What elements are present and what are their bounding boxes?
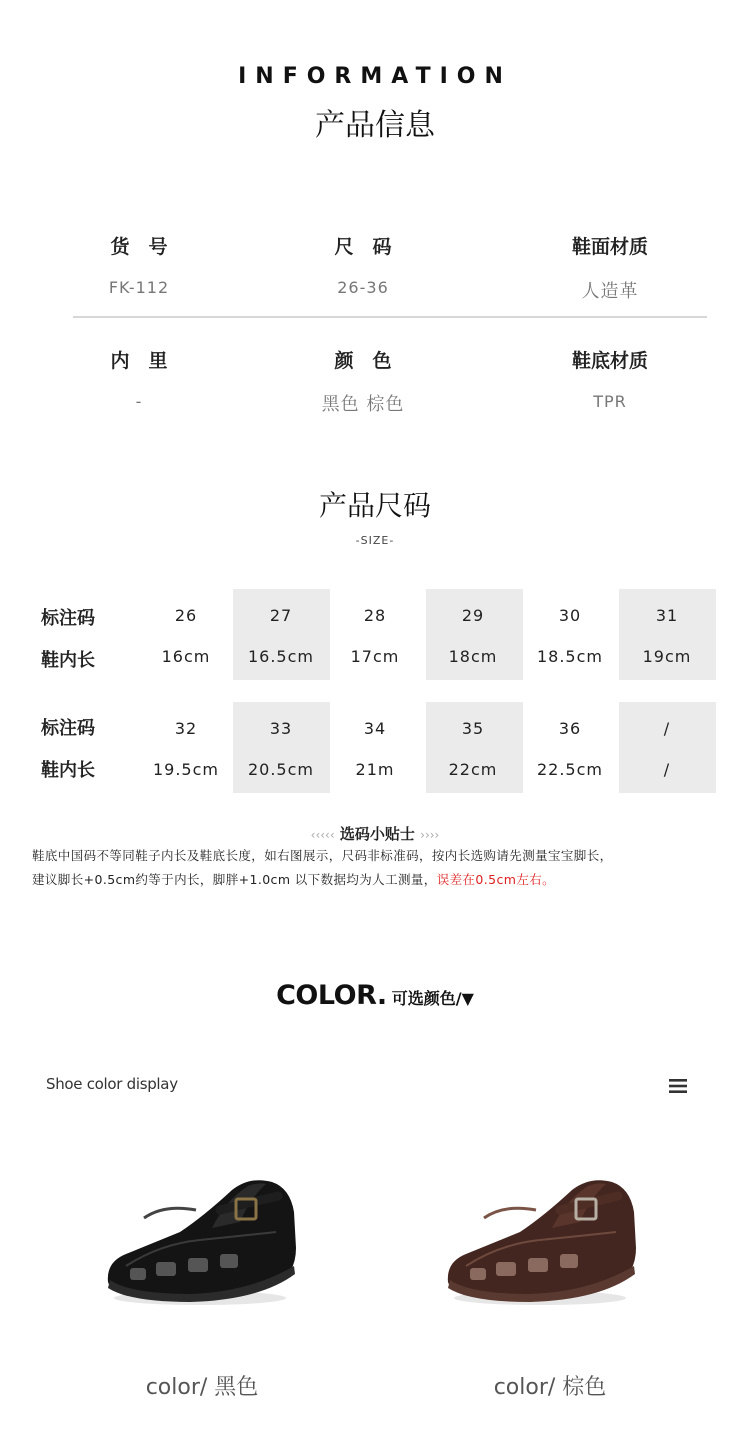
color-title-en: COLOR. (276, 980, 387, 1011)
spec-value-color: 黑色 棕色 (321, 394, 405, 415)
row-label-size: 标注码 (41, 718, 95, 739)
color-title (0, 980, 750, 1011)
tips-title (0, 823, 750, 844)
size-column-shade (619, 589, 716, 680)
tips-line-2 (32, 870, 732, 888)
shoe-image-black (100, 1170, 300, 1310)
spec-value-upper-material: 人造革 (581, 281, 639, 302)
spec-label-upper-material: 鞋面材质 (571, 236, 648, 258)
spec-label-size: 尺 码 (334, 236, 392, 258)
size-cell: 31 (655, 606, 679, 625)
size-cell: 34 (363, 719, 387, 738)
row-label-length: 鞋内长 (41, 760, 95, 781)
spec-label-sole-material: 鞋底材质 (571, 350, 648, 372)
size-column-shade (233, 589, 330, 680)
length-cell: 18cm (448, 647, 498, 666)
spec-divider (73, 316, 707, 318)
tips-title-text: 选码小贴士 (339, 825, 415, 843)
size-column-shade (233, 702, 330, 793)
size-cell: 33 (269, 719, 293, 738)
color-caption-brown: color/ 棕色 (493, 1375, 607, 1400)
size-cell: / (663, 719, 671, 738)
length-cell: / (663, 760, 671, 779)
size-cell: 27 (269, 606, 293, 625)
size-cell: 36 (558, 719, 582, 738)
length-cell: 16.5cm (247, 647, 314, 666)
size-cell: 26 (174, 606, 198, 625)
shoe-color-display-label: Shoe color display (46, 1075, 178, 1093)
size-column-shade (619, 702, 716, 793)
length-cell: 22cm (448, 760, 498, 779)
row-label-length: 鞋内长 (41, 650, 95, 671)
info-title-cn: 产品信息 (315, 108, 435, 143)
length-cell: 22.5cm (536, 760, 603, 779)
tips-line-2-red: 误差在0.5cm左右。 (436, 872, 556, 887)
length-cell: 20.5cm (247, 760, 314, 779)
spec-value-size: 26-36 (337, 278, 389, 297)
size-column-shade (426, 702, 523, 793)
tips-line-1: 鞋底中国码不等同鞋子内长及鞋底长度，如右图展示，尺码非标准码，按内长选购请先测量宝宝脚长， (32, 848, 613, 863)
size-column-shade (426, 589, 523, 680)
size-cell: 29 (461, 606, 485, 625)
spec-label-color: 颜 色 (334, 350, 392, 372)
size-cell: 28 (363, 606, 387, 625)
tips-deco-left: ‹‹‹‹‹ (310, 828, 335, 842)
spec-value-sole-material: TPR (593, 392, 627, 411)
shoe-image-brown (440, 1170, 640, 1310)
spec-value-item-no: FK-112 (108, 278, 170, 297)
length-cell: 17cm (350, 647, 400, 666)
size-title-en: -SIZE- (355, 534, 395, 547)
row-label-size: 标注码 (41, 608, 95, 629)
menu-icon[interactable] (668, 1078, 688, 1094)
size-cell: 32 (174, 719, 198, 738)
spec-label-lining: 内 里 (110, 350, 168, 372)
color-caption-black: color/ 黑色 (145, 1375, 259, 1400)
spec-label-item-no: 货 号 (110, 236, 168, 258)
length-cell: 19.5cm (152, 760, 219, 779)
tips-line-2-normal: 建议脚长+0.5cm约等于内长，脚胖+1.0cm 以下数据均为人工测量， (32, 872, 437, 887)
tips-deco-right: ›››› (420, 828, 440, 842)
size-cell: 30 (558, 606, 582, 625)
spec-value-lining: - (135, 392, 143, 411)
color-title-cn: 可选颜色/▼ (391, 989, 474, 1008)
length-cell: 16cm (161, 647, 211, 666)
length-cell: 19cm (642, 647, 692, 666)
length-cell: 21m (355, 760, 395, 779)
size-title-cn: 产品尺码 (318, 489, 431, 522)
length-cell: 18.5cm (536, 647, 603, 666)
size-cell: 35 (461, 719, 485, 738)
info-title-en: INFORMATION (238, 64, 512, 89)
